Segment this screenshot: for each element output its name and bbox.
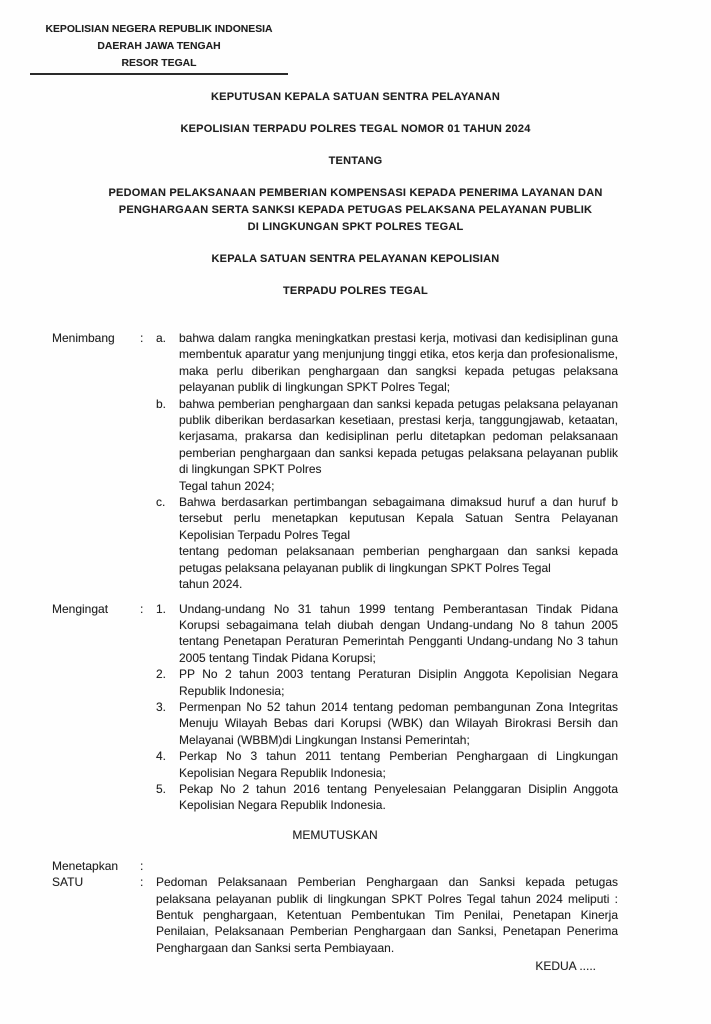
- mengingat-item: [156, 666, 618, 699]
- tentang-heading: TENTANG: [328, 155, 383, 167]
- menimbang-item: [156, 330, 618, 396]
- item-marker: a.: [156, 331, 167, 345]
- mengingat-item: [156, 699, 618, 748]
- mengingat-section: [52, 601, 618, 814]
- mengingat-item: [156, 781, 618, 814]
- item-marker: b.: [156, 396, 167, 411]
- item-marker: 3.: [156, 699, 167, 714]
- menimbang-section: [52, 330, 618, 593]
- item-text: Bahwa berdasarkan pertimbangan sebagaimana dimaksud huruf a dan huruf b tersebut perlu menetapkan keputusan Kepala Satuan Sentra Pelayanan Kepolisian Terpadu Polres Tegal tentang pedoman pelaksanaan pemberian penghargaan dan sanksi kepada petugas pelaksana pelayanan publik di lingkungan SPKT Polres Tegal tahun 2024.: [179, 495, 618, 592]
- memutuskan-heading: MEMUTUSKAN: [292, 827, 378, 842]
- kedua-continuation: KEDUA .....: [535, 959, 596, 974]
- mengingat-items: [156, 601, 618, 814]
- letterhead-region: DAERAH JAWA TENGAH: [97, 41, 221, 52]
- menetapkan-colon: :: [140, 858, 144, 873]
- satu-row: [52, 874, 618, 956]
- item-text: Perkap No 3 tahun 2011 tentang Pemberian Penghargaan di Lingkungan Kepolisian Negara Republik Indonesia;: [179, 749, 618, 780]
- item-marker: 1.: [156, 601, 167, 616]
- subject-title: PEDOMAN PELAKSANAAN PEMBERIAN KOMPENSASI KEPADA PENERIMA LAYANAN DAN PENGHARGAAN SERTA SANKSI KEPADA PETUGAS PELAKSANA PELAYANAN PUBLIK DI LINGKUNGAN SPKT POLRES TEGAL: [108, 187, 603, 233]
- menetapkan-row: [52, 858, 618, 874]
- mengingat-item: [156, 748, 618, 781]
- letterhead-resort: RESOR TEGAL: [121, 58, 197, 69]
- menimbang-label: Menimbang: [52, 331, 115, 345]
- item-marker: c.: [156, 495, 166, 510]
- menimbang-items: [156, 330, 618, 593]
- decree-number: KEPOLISIAN TERPADU POLRES TEGAL NOMOR 01 TAHUN 2024: [180, 123, 531, 135]
- satu-text: Pedoman Pelaksanaan Pemberian Penghargaan dan Sanksi kepada petugas pelaksana pelayanan publik di lingkungan SPKT Polres Tegal tahun 2024 meliputi : Bentuk penghargaan, Ketentuan Pembentukan Tim Penilai, Penetapan Kinerja Penilaian, Pelaksanaan Pemberian Penghargaan dan Sanksi, Penetapan Penerima Penghargaan dan Sanksi serta Pembiayaan.: [156, 875, 618, 955]
- item-text: Permenpan No 52 tahun 2014 tentang pedoman pembangunan Zona Integritas Menuju Wilayah Bebas dari Korupsi (WBK) dan Wilayah Birokrasi Bersih dan Melayanai (WBBM)di Lingkungan Instansi Pemerintah;: [179, 699, 618, 747]
- item-marker: 2.: [156, 667, 167, 682]
- title-block: [0, 89, 711, 300]
- mengingat-item: [156, 601, 618, 667]
- item-text: Pekap No 2 tahun 2016 tentang Penyelesaian Pelanggaran Disiplin Anggota Kepolisian Negara Republik Indonesia.: [179, 781, 618, 813]
- issuer-line-1: KEPALA SATUAN SENTRA PELAYANAN KEPOLISIAN: [211, 253, 500, 265]
- menimbang-colon: :: [140, 331, 144, 345]
- letterhead-institution: KEPOLISIAN NEGERA REPUBLIK INDONESIA: [45, 24, 273, 35]
- issuer-line-2: TERPADU POLRES TEGAL: [283, 285, 428, 297]
- satu-label: SATU: [52, 875, 84, 890]
- item-marker: 5.: [156, 781, 167, 796]
- item-text: Undang-undang No 31 tahun 1999 tentang Pemberantasan Tindak Pidana Korupsi sebagaimana telah diubah dengan Undang-undang No 8 tahun 2005 tentang Penetapan Peraturan Pemerintah Pengganti Undang-undang No 3 tahun 2005 tentang Tindak Pidana Korupsi;: [179, 601, 618, 665]
- menimbang-item: [156, 396, 618, 494]
- satu-colon: :: [140, 875, 144, 890]
- clauses: [52, 330, 618, 814]
- mengingat-label: Mengingat: [52, 601, 109, 616]
- menetapkan-label: Menetapkan: [52, 858, 119, 873]
- decree-title: KEPUTUSAN KEPALA SATUAN SENTRA PELAYANAN: [211, 91, 500, 103]
- item-text: bahwa pemberian penghargaan dan sanksi kepada petugas pelaksana pelayanan publik diberikan berdasarkan kesetiaan, prestasi kerja, tanggungjawab, ketaatan, kerjasama, prakarsa dan kedisiplinan perlu ditetapkan pedoman pelaksanaan pemberian penghargaan dan sanksi kepada petugas pelaksana pelayanan publik di lingkungan SPKT Polres Tegal tahun 2024;: [179, 396, 618, 493]
- item-marker: 4.: [156, 749, 167, 764]
- mengingat-colon: :: [140, 601, 144, 616]
- letterhead: [30, 21, 288, 75]
- menimbang-item: [156, 494, 618, 592]
- item-text: PP No 2 tahun 2003 tentang Peraturan Disiplin Anggota Kepolisian Negara Republik Indonesia;: [179, 667, 618, 698]
- item-text: bahwa dalam rangka meningkatkan prestasi kerja, motivasi dan kedisiplinan guna membentuk aparatur yang menjunjung tinggi etika, etos kerja dan profesionalisme, maka perlu diberikan penghargaan dan sangksi kepada petugas pelaksana pelayanan publik di lingkungan SPKT Polres Tegal;: [179, 331, 618, 395]
